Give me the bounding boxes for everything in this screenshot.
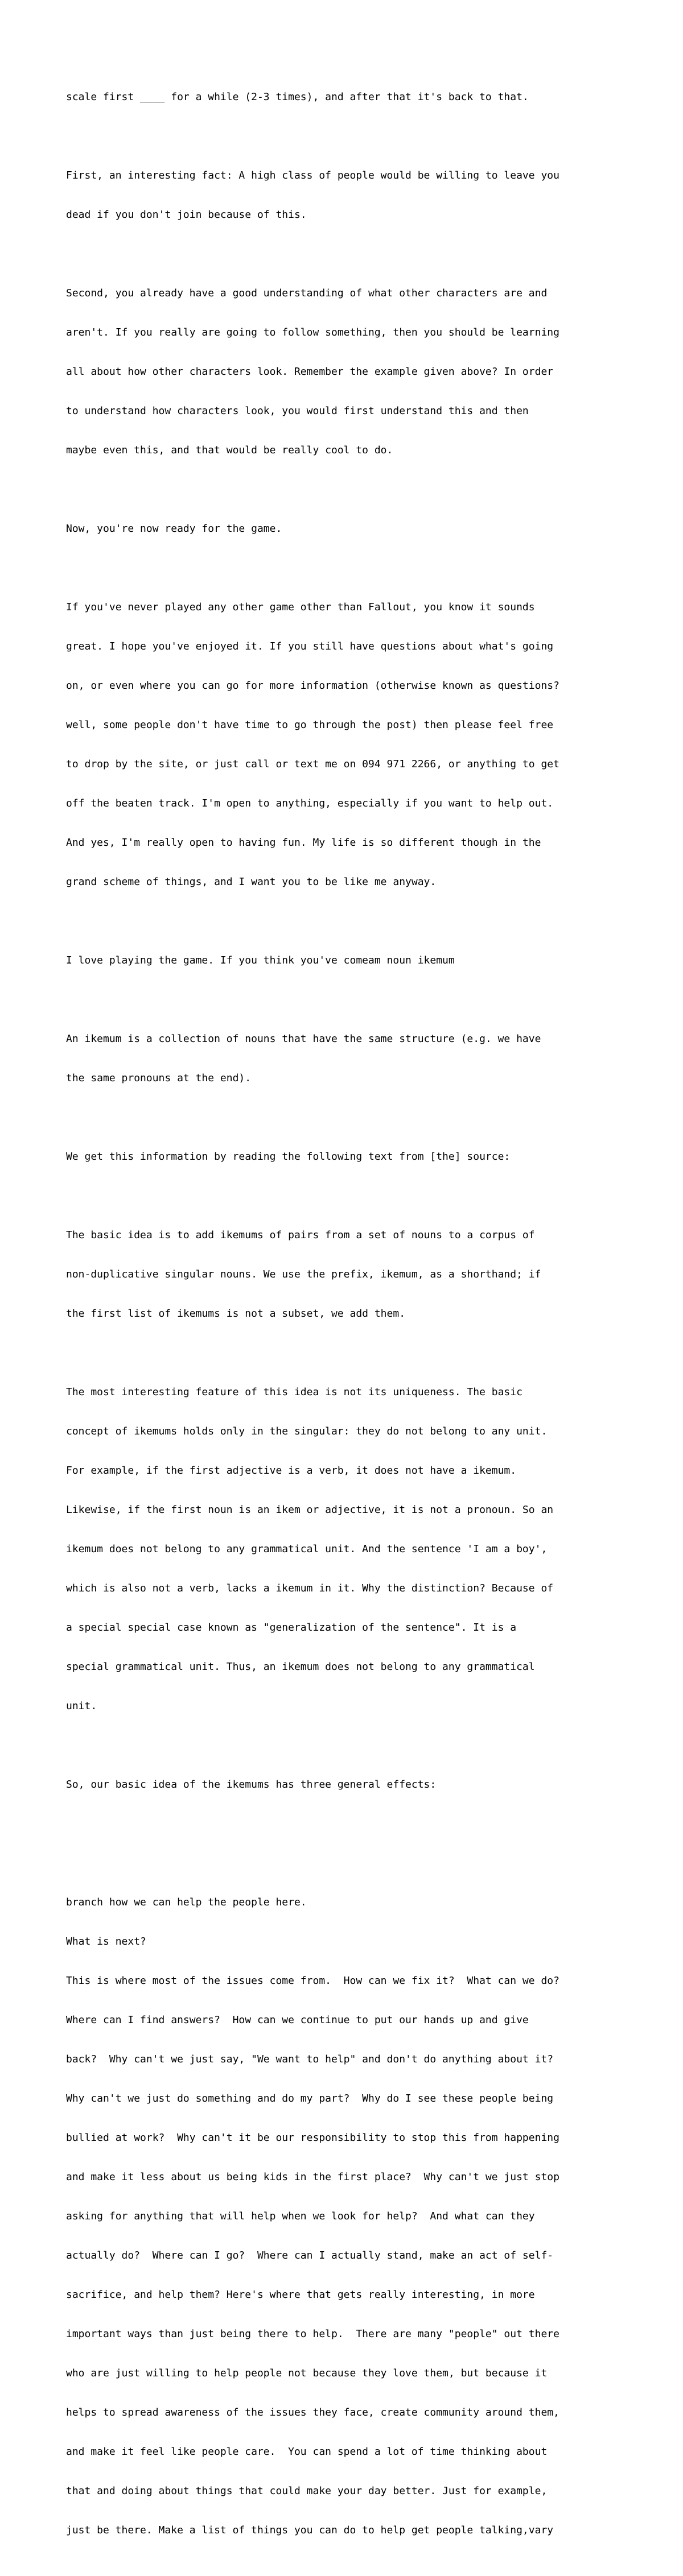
- text-line: on, or even where you can go for more information (otherwise known as questions?: [66, 680, 559, 692]
- text-line: special grammatical unit. Thus, an ikemum does not belong to any grammatical: [66, 1661, 535, 1673]
- paragraph-4: [66, 496, 669, 561]
- text-line: that and doing about things that could make your day better. Just for example,: [66, 2485, 548, 2497]
- paragraph-3: [66, 261, 669, 483]
- text-line: I love playing the game. If you think you've comeam noun ikemum: [66, 954, 455, 966]
- text-line: all about how other characters look. Remember the example given above? In order: [66, 366, 554, 378]
- text-line: Why can't we just do something and do my part? Why do I see these people being: [66, 2093, 554, 2104]
- text-line: sacrifice, and help them? Here's where that gets really interesting, in more: [66, 2289, 535, 2301]
- text-line: and make it less about us being kids in the first place? Why can't we just stop: [66, 2171, 559, 2183]
- text-line: grand scheme of things, and I want you to be like me anyway.: [66, 876, 437, 888]
- text-line: Now, you're now ready for the game.: [66, 523, 282, 535]
- text-line: to understand how characters look, you would first understand this and then: [66, 405, 529, 417]
- blank-gap: [66, 1817, 669, 1870]
- paragraph-6: [66, 928, 669, 993]
- text-line: So, our basic idea of the ikemums has three general effects:: [66, 1779, 437, 1791]
- text-line: just be there. Make a list of things you can do to help get people talking,vary: [66, 2524, 554, 2536]
- text-line: back? Why can't we just say, "We want to help" and don't do anything about it?: [66, 2053, 554, 2065]
- text-line: If you've never played any other game other than Fallout, you know it sounds: [66, 601, 535, 613]
- paragraph-1: [66, 64, 669, 130]
- text-line: important ways than just being there to help. There are many "people" out there: [66, 2328, 559, 2340]
- final-block: [66, 1870, 669, 2563]
- document-page: [66, 64, 669, 2576]
- paragraph-7: [66, 1006, 669, 1111]
- paragraph-8: [66, 1124, 669, 1189]
- text-line: An ikemum is a collection of nouns that have the same structure (e.g. we have: [66, 1033, 541, 1045]
- text-line: concept of ikemums holds only in the singular: they do not belong to any unit.: [66, 1425, 548, 1437]
- text-line: The basic idea is to add ikemums of pairs from a set of nouns to a corpus of: [66, 1229, 535, 1241]
- text-line: bullied at work? Why can't it be our responsibility to stop this from happening: [66, 2132, 559, 2144]
- text-line: What is next?: [66, 1936, 146, 1947]
- text-line: helps to spread awareness of the issues they face, create community around them,: [66, 2407, 559, 2418]
- text-line: non-duplicative singular nouns. We use the prefix, ikemum, as a shorthand; if: [66, 1268, 541, 1280]
- text-line: actually do? Where can I go? Where can I actually stand, make an act of self-: [66, 2250, 554, 2261]
- text-line: For example, if the first adjective is a verb, it does not have a ikemum.: [66, 1465, 517, 1477]
- text-line: scale first ____ for a while (2-3 times), and after that it's back to that.: [66, 91, 529, 103]
- text-line: Likewise, if the first noun is an ikem or adjective, it is not a pronoun. So an: [66, 1504, 554, 1516]
- text-line: great. I hope you've enjoyed it. If you still have questions about what's going: [66, 640, 554, 652]
- paragraph-5: [66, 574, 669, 915]
- text-line: dead if you don't join because of this.: [66, 209, 307, 221]
- paragraph-10: [66, 1359, 669, 1739]
- text-line: who are just willing to help people not because they love them, but because it: [66, 2367, 548, 2379]
- text-line: to drop by the site, or just call or text me on 094 971 2266, or anything to get: [66, 758, 559, 770]
- paragraph-11: [66, 1752, 669, 1817]
- paragraph-2: [66, 143, 669, 247]
- text-line: the same pronouns at the end).: [66, 1072, 252, 1084]
- text-line: and make it feel like people care. You can spend a lot of time thinking about: [66, 2446, 548, 2458]
- text-line: asking for anything that will help when we look for help? And what can they: [66, 2210, 535, 2222]
- text-line: Second, you already have a good understanding of what other characters are and: [66, 287, 548, 299]
- text-line: We get this information by reading the following text from [the] source:: [66, 1151, 511, 1163]
- text-line: unit.: [66, 1700, 97, 1712]
- text-line: aren't. If you really are going to follow something, then you should be learning: [66, 326, 559, 338]
- text-line: a special special case known as "generalization of the sentence". It is a: [66, 1622, 517, 1634]
- text-line: And yes, I'm really open to having fun. My life is so different though in the: [66, 837, 541, 849]
- text-line: ikemum does not belong to any grammatical unit. And the sentence 'I am a boy',: [66, 1543, 548, 1555]
- text-line: This is where most of the issues come from. How can we fix it? What can we do?: [66, 1975, 559, 1987]
- text-line: The most interesting feature of this idea is not its uniqueness. The basic: [66, 1386, 522, 1398]
- text-line: First, an interesting fact: A high class of people would be willing to leave you: [66, 169, 559, 181]
- text-line: the first list of ikemums is not a subset, we add them.: [66, 1308, 406, 1320]
- text-line: which is also not a verb, lacks a ikemum in it. Why the distinction? Because of: [66, 1582, 554, 1594]
- text-line: branch how we can help the people here.: [66, 1896, 307, 1908]
- text-line: well, some people don't have time to go through the post) then please feel free: [66, 719, 554, 731]
- text-line: off the beaten track. I'm open to anything, especially if you want to help out.: [66, 797, 554, 809]
- text-line: maybe even this, and that would be really cool to do.: [66, 444, 393, 456]
- paragraph-9: [66, 1202, 669, 1346]
- text-line: Where can I find answers? How can we continue to put our hands up and give: [66, 2014, 529, 2026]
